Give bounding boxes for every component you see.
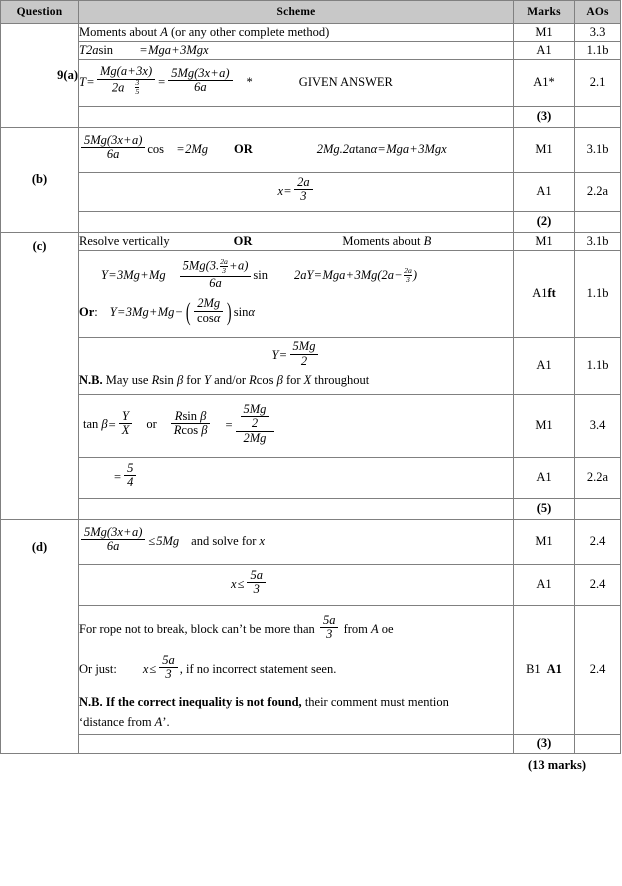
scheme-cell-a1 (79, 24, 514, 42)
table-row (1, 211, 621, 232)
question-label-a: 9(a) (1, 24, 79, 128)
marks-bold-ft-c2: ft (547, 286, 556, 301)
formula-line-c2-second: Or: Y=3Mg+Mg− ( $\frac{2Mg}{\cos\alpha}$ ) sinα (79, 296, 255, 327)
marks-cell-d2: A1 (514, 564, 575, 605)
or-just-label: Or just: (79, 661, 117, 676)
scheme-cell-b1 (79, 127, 514, 172)
table-row (1, 457, 621, 498)
marks-a1-d3: A1 (546, 662, 562, 677)
aos-cell-a3: 2.1 (575, 59, 621, 106)
given-answer-note: GIVEN ANSWER (298, 74, 393, 89)
table-row (1, 59, 621, 106)
scheme-cell-a2 (79, 41, 514, 59)
marks-cell-b1: M1 (514, 127, 575, 172)
question-label-d: (d) (1, 519, 79, 753)
marks-cell-c5: A1 (514, 457, 575, 498)
scheme-cell-a3 (79, 59, 514, 106)
header-question: Question (1, 1, 79, 24)
nb-text-c3: May use Rsin β for Y and/or Rcos β for X throughout (105, 373, 370, 388)
table-row (1, 394, 621, 457)
marks-cell-a3: A1* (514, 59, 575, 106)
table-header-row (1, 1, 621, 24)
explanation-line-1 (79, 612, 513, 644)
aos-cell-c3: 1.1b (575, 337, 621, 394)
table-row (1, 172, 621, 211)
aos-cell-d2: 2.4 (575, 564, 621, 605)
table-row (1, 498, 621, 519)
formula-x-value-b: x= $\frac{2a}{3}$ (277, 178, 314, 206)
table-row (1, 41, 621, 59)
formula-y-final: Y= $\frac{5Mg}{2}$ (272, 342, 321, 370)
marks-cell-c3: A1 (514, 337, 575, 394)
explanation-text-post: from A oe (343, 621, 394, 636)
scheme-cell-d1 (79, 519, 514, 564)
table-row (1, 734, 621, 753)
formula-tension-inequality: $\frac{5Mg(3x+a)}{6a}$ ≤5Mg (79, 528, 179, 556)
question-label-b: (b) (1, 127, 79, 232)
formula-tension-sin-term: 5Mg(3. $\frac{2a}{3}$ +a) 6a sin (178, 260, 268, 292)
nb-note-d3-line2 (79, 714, 513, 731)
formula-x-inequality: x≤ $\frac{5a}{3}$ (231, 571, 268, 599)
table-row (1, 24, 621, 42)
table-row (1, 232, 621, 250)
question-label-c: (c) (1, 232, 79, 519)
marks-cell-d1: M1 (514, 519, 575, 564)
subtotal-a: (3) (514, 106, 575, 127)
aos-cell-c4: 3.4 (575, 394, 621, 457)
scheme-cell-c5 (79, 457, 514, 498)
nb-note-c3 (79, 372, 513, 389)
aos-cell-c-subtotal (575, 498, 621, 519)
solve-for-x-text: and solve for x (191, 533, 266, 548)
nb-bold-text-d3: N.B. If the correct inequality is not found, (79, 694, 302, 709)
aos-cell-a1: 3.3 (575, 24, 621, 42)
formula-y-resolve: Y=3Mg+Mg (101, 268, 166, 282)
aos-cell-b2: 2.2a (575, 172, 621, 211)
subtotal-c: (5) (514, 498, 575, 519)
marks-cell-a1: M1 (514, 24, 575, 42)
aos-cell-d-subtotal (575, 734, 621, 753)
formula-y-final-line (79, 339, 513, 370)
table-row (1, 106, 621, 127)
explanation-text-pre: For rope not to break, block can’t be more than (79, 621, 315, 636)
formula-moments-about-a: Moments about A (or any other complete method) (79, 25, 330, 39)
aos-cell-c5: 2.2a (575, 457, 621, 498)
table-row (1, 519, 621, 564)
explanation-text-tail: , if no incorrect statement seen. (179, 661, 337, 676)
formula-torque-balance: T2asin =Mga+3Mgx (79, 42, 209, 57)
header-scheme: Scheme (79, 1, 514, 24)
total-marks-footer: (13 marks) (528, 757, 586, 772)
nb-note-d3-line1 (79, 694, 513, 711)
marks-cell-d3 (514, 605, 575, 734)
distance-from-a-text: ‘distance from A’. (79, 714, 170, 729)
aos-cell-a2: 1.1b (575, 41, 621, 59)
scheme-cell-a-subtotal-blank (79, 106, 514, 127)
aos-cell-b-subtotal (575, 211, 621, 232)
resolve-vertically-text: Resolve vertically (79, 233, 170, 248)
aos-cell-c2: 1.1b (575, 250, 621, 337)
formula-horizontal-resolve: $\frac{5Mg(3x+a)}{6a}$ cos =2Mg (79, 136, 208, 164)
scheme-cell-c-subtotal-blank (79, 498, 514, 519)
scheme-cell-d3 (79, 605, 514, 734)
scheme-cell-c3 (79, 337, 514, 394)
formula-moments-b-expanded: 2aY=Mga+3Mg(2a− $\frac{2a}{3}$ ) (293, 266, 418, 285)
formula-moments-alt-b: 2Mg.2atanα=Mga+3Mgx (316, 141, 447, 156)
formula-line-c2-first (79, 257, 513, 292)
or-label-b: OR (234, 141, 253, 156)
aos-cell-a-subtotal (575, 106, 621, 127)
aos-cell-b1: 3.1b (575, 127, 621, 172)
formula-tan-beta-value: = $\frac{5}{4}$ (113, 464, 138, 492)
or-label-c2: Or (79, 304, 95, 319)
header-marks: Marks (514, 1, 575, 24)
header-aos: AOs (575, 1, 621, 24)
or-label-c: OR (233, 233, 253, 248)
given-answer-star: * (246, 74, 253, 89)
table-row (1, 127, 621, 172)
moments-about-b-text: Moments about B (342, 233, 432, 248)
table-row (1, 605, 621, 734)
formula-tan-beta: tan β= $\frac{Y}{X}$ or $\frac{\text{Rsin β}}{\text{Rcos β}}$ = $\frac{\frac{5Mg}{2}}{2Mg}$ (79, 404, 276, 447)
marks-cell-c2 (514, 250, 575, 337)
subtotal-d: (3) (514, 734, 575, 753)
marks-cell-b2: A1 (514, 172, 575, 211)
formula-x-inequality-repeat: x≤ $\frac{5a}{3}$ (143, 656, 180, 684)
nb-rest-text-d3: their comment must mention (304, 694, 449, 709)
scheme-cell-d2 (79, 564, 514, 605)
marks-cell-c1: M1 (514, 232, 575, 250)
aos-cell-d3: 2.4 (575, 605, 621, 734)
subtotal-b: (2) (514, 211, 575, 232)
formula-tension-result: T= Mg(a+3x) 2a $\frac{3}{5}$ = $\frac{5Mg(3x+a)}{6a}$ (79, 67, 235, 99)
aos-cell-c1: 3.1b (575, 232, 621, 250)
scheme-cell-b2 (79, 172, 514, 211)
marks-plain-c2: A1 (532, 286, 548, 301)
fraction-5a-over-3-inline: $\frac{5a}{3}$ (318, 616, 341, 644)
explanation-line-2 (79, 652, 513, 684)
marks-b1-d3: B1 (526, 662, 541, 677)
aos-cell-d1: 2.4 (575, 519, 621, 564)
table-row (1, 250, 621, 337)
table-row (1, 564, 621, 605)
scheme-cell-d-subtotal-blank (79, 734, 514, 753)
scheme-cell-c4 (79, 394, 514, 457)
nb-label-c3: N.B. (79, 373, 103, 388)
scheme-cell-c2 (79, 250, 514, 337)
scheme-cell-c1 (79, 232, 514, 250)
formula-y-alt-form: Y=3Mg+Mg− ( $\frac{2Mg}{\cos\alpha}$ ) sinα (109, 296, 255, 327)
scheme-cell-b-subtotal-blank (79, 211, 514, 232)
table-row (1, 337, 621, 394)
marks-cell-c4: M1 (514, 394, 575, 457)
marks-cell-a2: A1 (514, 41, 575, 59)
